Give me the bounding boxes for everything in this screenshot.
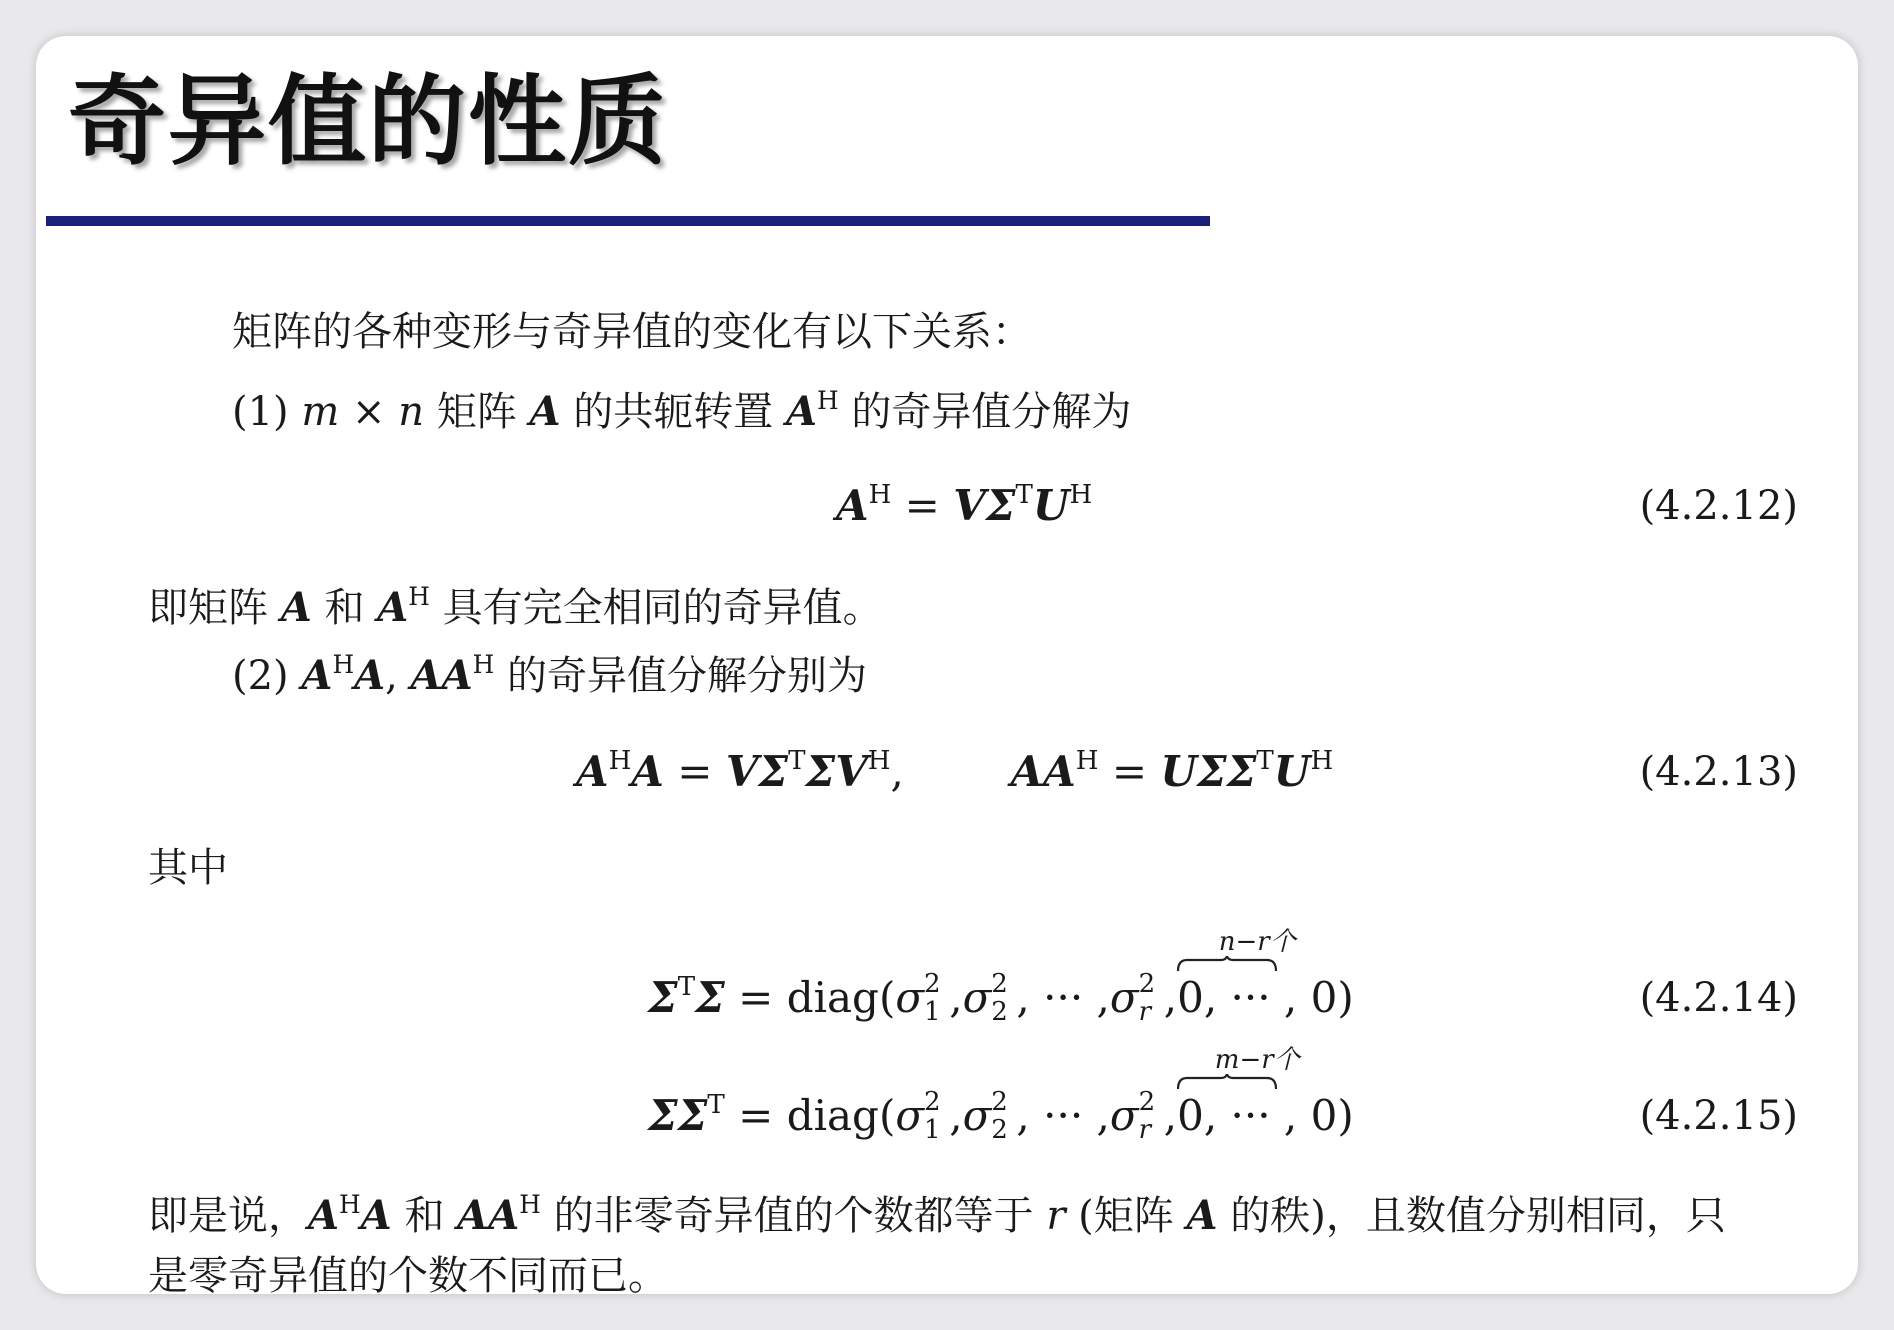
slide [36,36,1858,1294]
conclusion-line-1: 即是说，$A^HA$ 和 $AA^H$ 的非零奇异值的个数都等于 r (矩阵 A 的秩)，且数值分别相同，只 [148,1189,1726,1239]
intro-text: 矩阵的各种变形与奇异值的变化有以下关系： [232,309,1032,355]
overbrace: n−r个 0, ··· , 0 [1177,927,1338,1022]
slide-title: 奇异值的性质 [68,65,669,179]
overbrace-shape [1177,1074,1277,1090]
equation-4-2-14: $\Sigma^T\Sigma$ = diag(σ 2 1 ,σ 2 2 , ··· ,σ 2 r , n−r个 0, ··· , 0) [648,927,1354,1028]
item-1: (1) m × n 矩阵 A 的共轭转置 $A^H$ 的奇异值分解为 [232,385,1132,435]
item-2: (2) $A^HA$, $AA^H$ 的奇异值分解分别为 [232,649,867,699]
equation-number: (4.2.14) [1639,975,1798,1021]
equation-number: (4.2.13) [1639,749,1798,795]
equation-number: (4.2.15) [1639,1093,1798,1139]
note-1: 即矩阵 A 和 $A^H$ 具有完全相同的奇异值。 [148,581,883,631]
equation-4-2-15: $\Sigma\Sigma^T$ = diag(σ 2 1 ,σ 2 2 , ··· ,σ 2 r , m−r个 0, ··· , 0) [648,1045,1354,1146]
where-text: 其中 [148,845,228,891]
title-rule [46,216,1210,226]
overbrace-shape [1177,956,1277,972]
equation-number: (4.2.12) [1639,483,1798,529]
equation-4-2-13: $A^HA = V\Sigma^T\Sigma V^H$, $AA^H = U\Sigma\Sigma^TU^H$ [576,746,1334,796]
equation-4-2-12: $A^H = V\Sigma^TU^H$ [836,480,1093,530]
overbrace: m−r个 0, ··· , 0 [1177,1045,1338,1140]
conclusion-line-2: 是零奇异值的个数不同而已。 [148,1253,668,1294]
